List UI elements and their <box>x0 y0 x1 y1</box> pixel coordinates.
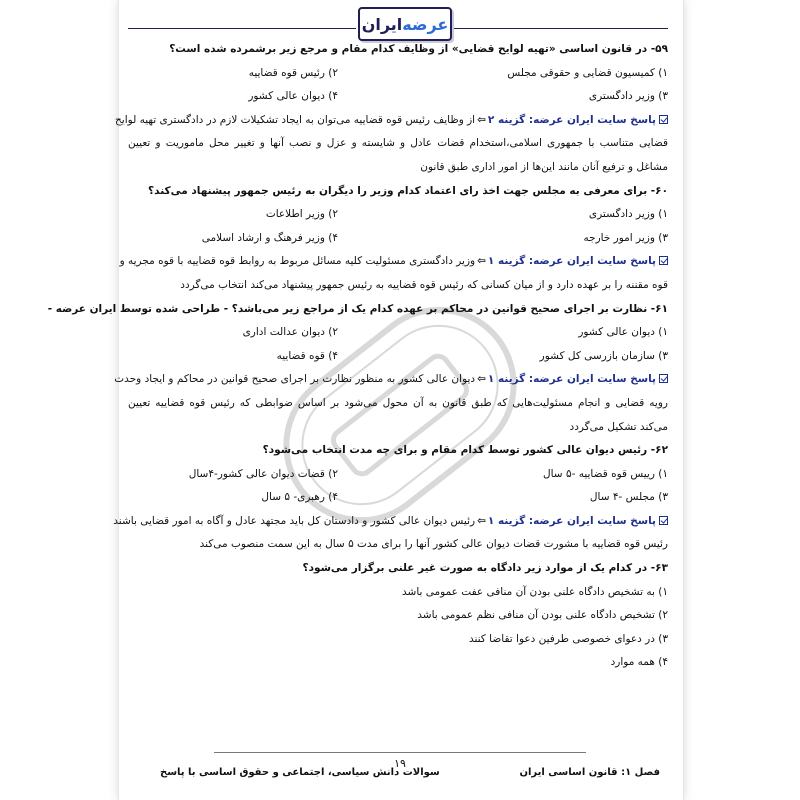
options-row <box>128 227 668 251</box>
option-4: ۴) رهبری- ۵ سال <box>261 491 338 504</box>
option-2: ۲) رئیس قوه قضاییه <box>248 66 338 79</box>
header-rule-right <box>450 28 668 29</box>
arrow-left-icon: ⇦ <box>477 514 486 527</box>
answer-59 <box>115 109 668 133</box>
checkbox-icon <box>659 516 668 525</box>
options-row <box>128 486 668 510</box>
header-rule-left <box>128 28 356 29</box>
question-59: ۵۹- در قانون اساسی «تهیه لوایح قضایی» از وظایف کدام مقام و مرجع زیر برشمرده شده است؟ <box>169 43 668 55</box>
answer-text: مشاغل و ترفیع آنان مانند این‌ها از امور اداری طبق قانون <box>420 160 668 173</box>
options-row <box>128 463 668 487</box>
options-row <box>128 321 668 345</box>
option-3: ۳) سازمان بازرسی کل کشور <box>539 349 668 362</box>
answer-heading: پاسخ سایت ایران عرضه: گزینه ۲ <box>487 113 656 126</box>
option-3: ۳) وزیر امور خارجه <box>583 231 668 244</box>
arrow-left-icon: ⇦ <box>477 373 486 386</box>
checkbox-icon <box>659 256 668 265</box>
footer-book-title: سوالات دانش سیاسی، اجتماعی و حقوق اساسی با پاسخ <box>160 767 440 778</box>
footer-chapter: فصل ۱: قانون اساسی ایران <box>519 767 660 778</box>
answer-heading: پاسخ سایت ایران عرضه: گزینه ۱ <box>487 255 656 268</box>
answer-text: رئیس قوه قضاییه با مشورت قضات دیوان عالی کشور آنها را برای مدت ۵ سال به این سمت منصوب می‌کند <box>199 538 668 551</box>
answer-61 <box>114 368 668 392</box>
question-63: ۶۳- در کدام یک از موارد زیر دادگاه به صورت غیر علنی برگزار می‌شود؟ <box>302 562 668 575</box>
checkbox-icon <box>659 115 668 124</box>
options-row <box>128 85 668 109</box>
answer-text: قضایی متناسب با جمهوری اسلامی،استخدام قضات عادل و شایسته و عزل و نصب آنها و تغییر محل ماموریت و تعیین <box>128 137 668 150</box>
answer-text: دیوان عالی کشور به منظور نظارت بر اجرای صحیح قوانین در محاکم و ایجاد وحدت <box>114 373 476 386</box>
option-2: ۲) قضات دیوان عالی کشور-۴سال <box>188 467 338 480</box>
option-1: ۱) رییس قوه قضاییه -۵ سال <box>542 467 668 480</box>
option-3: ۳) مجلس -۴ سال <box>589 491 668 504</box>
arrow-left-icon: ⇦ <box>477 113 486 126</box>
option-3: ۳) در دعوای خصوصی طرفین دعوا تقاضا کنند <box>468 632 668 645</box>
checkbox-icon <box>659 374 668 383</box>
answer-text: از وظایف رئیس قوه قضاییه می‌توان به ایجاد تشکیلات لازم در دادگستری تهیه لوایح <box>115 113 476 126</box>
answer-text: قوه مقننه را بر عهده دارد و از میان کسانی که رئیس قوه قضاییه به رئیس جمهور پیشنهاد می‌کند انتخاب می‌گردد <box>180 278 668 291</box>
arrow-left-icon: ⇦ <box>477 255 486 268</box>
option-1: ۱) دیوان عالی کشور <box>578 326 668 339</box>
option-2: ۲) دیوان عدالت اداری <box>242 326 338 339</box>
options-row <box>128 203 668 227</box>
answer-text: رویه قضایی و انجام مسئولیت‌هایی که طبق قانون به آن محول می‌شود بر اساس ضوابطی که رئیس قوه قضاییه تعیین <box>128 396 668 409</box>
question-60: ۶۰- برای معرفی به مجلس جهت اخذ رای اعتماد کدام وزیر را دیگران به رئیس جمهور پیشنهاد می‌کند؟ <box>148 184 668 197</box>
answer-heading: پاسخ سایت ایران عرضه: گزینه ۱ <box>487 514 656 527</box>
answer-text: رئیس دیوان عالی کشور و دادستان کل باید مجتهد عادل و آگاه به امور قضایی باشند <box>113 514 476 527</box>
question-62: ۶۲- رئیس دیوان عالی کشور توسط کدام مقام و برای چه مدت انتخاب می‌شود؟ <box>262 444 668 457</box>
options-row <box>128 62 668 86</box>
option-1: ۱) به تشخیص دادگاه علنی بودن آن منافی عفت عمومی باشد <box>402 585 668 598</box>
options-row <box>128 345 668 369</box>
answer-62 <box>113 510 668 534</box>
option-2: ۲) تشخیص دادگاه علنی بودن آن منافی نظم عمومی باشد <box>417 609 668 622</box>
footer-rule <box>214 752 586 753</box>
option-3: ۳) وزیر دادگستری <box>588 90 668 103</box>
option-4: ۴) همه موارد <box>610 656 668 669</box>
answer-text: می‌کند تشکیل می‌گردد <box>569 420 668 433</box>
page-number: ۱۹ <box>394 757 406 770</box>
option-2: ۲) وزیر اطلاعات <box>265 208 338 221</box>
answer-text: وزیر دادگستری مسئولیت کلیه مسائل مربوط به روابط قوه قضاییه با قوه مجریه و <box>119 255 476 268</box>
site-logo <box>358 7 452 41</box>
option-4: ۴) دیوان عالی کشور <box>248 90 338 103</box>
option-4: ۴) قوه قضاییه <box>276 349 338 362</box>
option-1: ۱) وزیر دادگستری <box>588 208 668 221</box>
answer-heading: پاسخ سایت ایران عرضه: گزینه ۱ <box>487 373 656 386</box>
option-4: ۴) وزیر فرهنگ و ارشاد اسلامی <box>201 231 338 244</box>
logo-main-text: ایران <box>361 14 403 34</box>
answer-60 <box>119 250 668 274</box>
option-1: ۱) کمیسیون قضایی و حقوقی مجلس <box>507 66 668 79</box>
question-61: ۶۱- نظارت بر اجرای صحیح قوانین در محاکم بر عهده کدام یک از مراجع زیر می‌باشد؟ - طراحی شده توسط ایران عرضه - <box>47 302 668 315</box>
document-body <box>47 38 668 675</box>
logo-accent-text: عرضه <box>402 14 449 34</box>
